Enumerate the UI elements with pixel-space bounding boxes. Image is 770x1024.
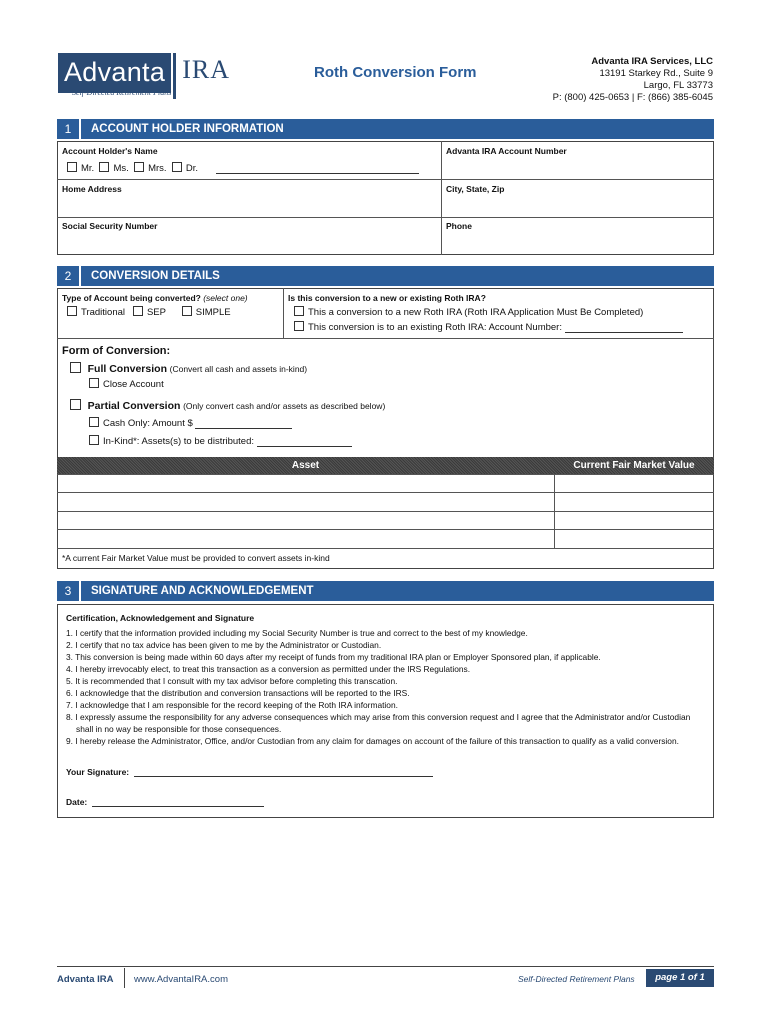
- sep-checkbox[interactable]: [133, 306, 143, 316]
- section1-row-line2: [57, 217, 714, 218]
- traditional-checkbox[interactable]: [67, 306, 77, 316]
- section1-header: [57, 119, 714, 139]
- asset-row-3-asset[interactable]: [58, 512, 553, 529]
- full-conversion-checkbox[interactable]: [70, 362, 81, 373]
- asset-row-2-value[interactable]: [556, 493, 713, 510]
- partial-conversion-option: [70, 399, 385, 412]
- partial-conversion-label: Partial Conversion: [87, 400, 181, 412]
- partial-conversion-checkbox[interactable]: [70, 399, 81, 410]
- asset-row-4-asset[interactable]: [58, 530, 553, 547]
- logo-ira-text: IRA: [182, 55, 230, 84]
- dr-label: Dr.: [185, 163, 198, 174]
- date-label: Date:: [66, 797, 88, 807]
- account-type-question: [62, 293, 248, 303]
- asset-row-1-asset[interactable]: [58, 475, 553, 492]
- section2-title: CONVERSION DETAILS: [81, 266, 714, 286]
- in-kind-label: In-Kind*: Assets(s) to be distributed:: [103, 436, 255, 447]
- in-kind-option: [89, 435, 352, 447]
- section2-top-divider: [283, 288, 284, 338]
- certification-item: 9. I hereby release the Administrator, Office, and/or Custodian from any claim for damages on account of the failure of this transaction to qualify as a valid conversion.: [66, 736, 679, 746]
- certification-item: 7. I acknowledge that I am responsible for the record keeping of the Roth IRA information.: [66, 700, 398, 710]
- fmv-column-header: Current Fair Market Value: [573, 460, 695, 471]
- ssn-label: Social Security Number: [62, 221, 158, 231]
- mrs-label: Mrs.: [148, 163, 167, 174]
- section3-number: 3: [57, 581, 79, 601]
- account-number-label: Advanta IRA Account Number: [446, 146, 567, 156]
- section2-header: [57, 266, 714, 286]
- fmv-footnote: *A current Fair Market Value must be provided to convert assets in-kind: [62, 553, 330, 563]
- certification-item: 6. I acknowledge that the distribution and conversion transactions will be reported to the IRS.: [66, 688, 410, 698]
- full-conversion-option: [70, 362, 307, 375]
- sep-label: SEP: [146, 307, 166, 318]
- new-roth-checkbox[interactable]: [294, 306, 304, 316]
- certification-item: 3. This conversion is being made within 60 days after my receipt of funds from my traditional IRA plan or Employer Sponsored plan, if applicable.: [66, 652, 601, 662]
- certification-item: 4. I hereby irrevocably elect, to treat this transaction as a conversion as permitted under the IRS Regulations.: [66, 664, 471, 674]
- close-account-label: Close Account: [103, 379, 164, 390]
- form-of-conversion-label: Form of Conversion:: [62, 345, 171, 357]
- existing-roth-label: This conversion is to an existing Roth IRA: Account Number:: [308, 322, 562, 333]
- phone-label: Phone: [446, 221, 472, 231]
- new-existing-question: Is this conversion to a new or existing Roth IRA?: [288, 293, 486, 303]
- account-type-options: [67, 306, 231, 318]
- footer-separator: [124, 968, 125, 988]
- signature-field[interactable]: [134, 766, 433, 777]
- asset-table-line4: [57, 548, 714, 549]
- full-conversion-label: Full Conversion: [87, 363, 167, 375]
- simple-label: SIMPLE: [195, 307, 231, 318]
- mr-label: Mr.: [81, 163, 95, 174]
- asset-column-header: Asset: [291, 460, 320, 471]
- section1-row-line1: [57, 179, 714, 180]
- traditional-label: Traditional: [81, 307, 126, 318]
- existing-account-number-field[interactable]: [565, 323, 683, 333]
- section1-divider: [441, 141, 442, 255]
- existing-roth-checkbox[interactable]: [294, 321, 304, 331]
- form-title: Roth Conversion Form: [314, 64, 477, 81]
- simple-checkbox[interactable]: [182, 306, 192, 316]
- logo-main-text: Advanta: [58, 53, 171, 93]
- ms-checkbox[interactable]: [99, 162, 109, 172]
- close-account-option: [89, 378, 164, 390]
- full-conversion-hint: (Convert all cash and assets in-kind): [169, 364, 308, 374]
- in-kind-assets-field[interactable]: [257, 437, 352, 447]
- section2-number: 2: [57, 266, 79, 286]
- certification-title: Certification, Acknowledgement and Signature: [66, 613, 255, 623]
- certification-item: 1. I certify that the information provided including my Social Security Number is true and correct to the best of my knowledge.: [66, 628, 528, 638]
- new-roth-label: This a conversion to a new Roth IRA (Roth IRA Application Must Be Completed): [308, 307, 644, 318]
- section3-title: SIGNATURE AND ACKNOWLEDGEMENT: [81, 581, 714, 601]
- city-state-zip-label: City, State, Zip: [446, 184, 505, 194]
- account-holder-box: [57, 141, 714, 255]
- account-type-label: Type of Account being converted?: [62, 293, 201, 303]
- signature-label: Your Signature:: [66, 767, 130, 777]
- in-kind-checkbox[interactable]: [89, 435, 99, 445]
- company-phone-fax: P: (800) 425-0653 | F: (866) 385-6045: [552, 92, 713, 103]
- certification-list: [66, 627, 708, 747]
- dr-checkbox[interactable]: [172, 162, 182, 172]
- section1-number: 1: [57, 119, 79, 139]
- ms-label: Ms.: [113, 163, 129, 174]
- company-name: Advanta IRA Services, LLC: [591, 56, 713, 67]
- section1-title: ACCOUNT HOLDER INFORMATION: [81, 119, 714, 139]
- mr-checkbox[interactable]: [67, 162, 77, 172]
- account-holder-name-field[interactable]: [216, 162, 419, 174]
- asset-row-3-value[interactable]: [556, 512, 713, 529]
- account-holder-name-label: Account Holder's Name: [62, 146, 158, 156]
- section3-header: [57, 581, 714, 601]
- name-title-options: [67, 162, 198, 174]
- asset-row-2-asset[interactable]: [58, 493, 553, 510]
- account-type-hint: (select one): [203, 293, 248, 303]
- close-account-checkbox[interactable]: [89, 378, 99, 388]
- certification-item: 5. It is recommended that I consult with my tax advisor before completing this transcation.: [66, 676, 398, 686]
- existing-roth-option: [294, 321, 683, 333]
- footer-tagline: Self-Directed Retirement Plans: [518, 974, 635, 984]
- company-address-line1: 13191 Starkey Rd., Suite 9: [599, 68, 713, 79]
- logo: [58, 53, 236, 93]
- certification-item: 2. I certify that no tax advice has been given to me by the Administrator or Custodian.: [66, 640, 382, 650]
- company-info: [553, 56, 713, 104]
- company-address-line2: Largo, FL 33773: [643, 80, 713, 91]
- section2-top-line: [57, 338, 714, 339]
- asset-row-4-value[interactable]: [556, 530, 713, 547]
- date-field[interactable]: [92, 796, 264, 807]
- cash-only-option: [89, 417, 292, 429]
- certification-item: 8. I expressly assume the responsibility for any adverse consequences which may arise from this conversion request and I agree that the Administrator and/or Custodian shall in no way be responsible for those consequences.: [66, 712, 691, 734]
- new-roth-option: [294, 306, 643, 318]
- mrs-checkbox[interactable]: [134, 162, 144, 172]
- partial-conversion-hint: (Only convert cash and/or assets as described below): [183, 401, 386, 411]
- cash-only-label: Cash Only: Amount $: [103, 418, 193, 429]
- logo-tagline: Self-Directed Retirement Plans: [72, 88, 172, 97]
- footer-url-link[interactable]: www.AdvantaIRA.com: [134, 974, 228, 985]
- page-indicator: page 1 of 1: [646, 969, 714, 987]
- cash-only-checkbox[interactable]: [89, 417, 99, 427]
- asset-row-1-value[interactable]: [556, 475, 713, 492]
- asset-table-header: [57, 457, 714, 474]
- cash-amount-field[interactable]: [195, 419, 292, 429]
- footer-brand: Advanta IRA: [57, 974, 114, 985]
- footer-rule: [57, 966, 714, 967]
- home-address-label: Home Address: [62, 184, 122, 194]
